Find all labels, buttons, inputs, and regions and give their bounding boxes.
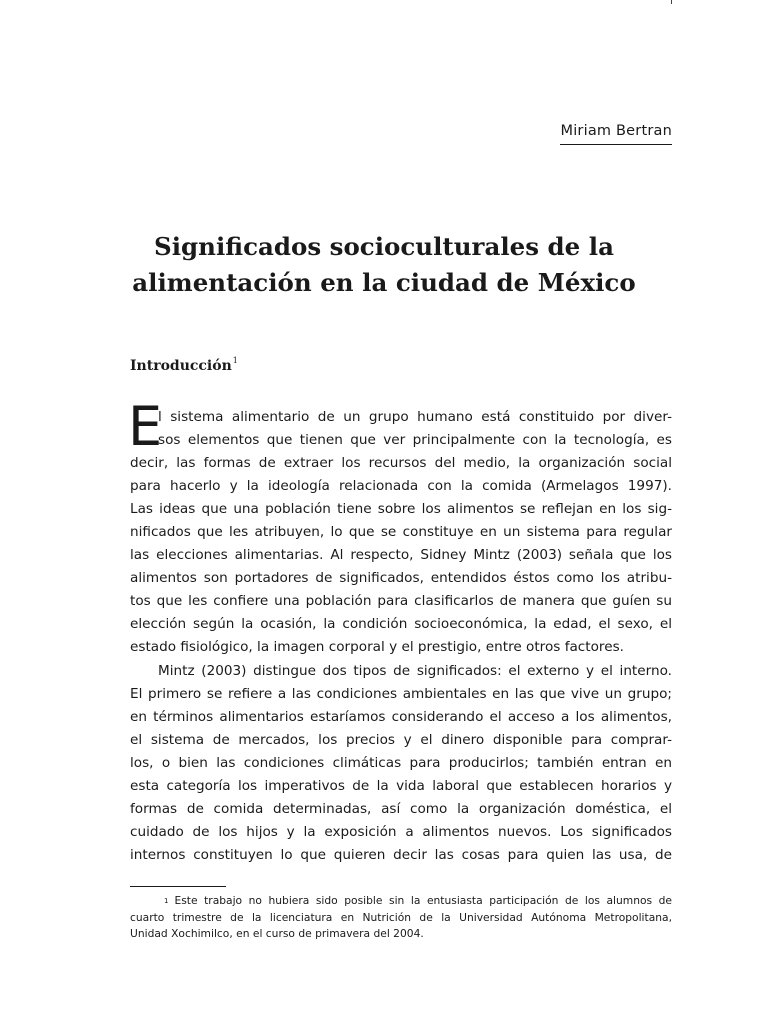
body-line: decir, las formas de extraer los recursos del medio, la organización social [130, 455, 672, 472]
body-line: esta categoría los imperativos de la vida laboral que establecen horarios y [130, 777, 672, 794]
body-line: formas de comida determinadas, así como la organización doméstica, el [130, 800, 672, 817]
footnote-text: Este trabajo no hubiera sido posible sin la entusiasta participación de los alumnos de [174, 894, 672, 907]
body-line: estado fisiológico, la imagen corporal y el prestigio, entre otros factores. [130, 639, 624, 656]
section-heading-text: Introducción [130, 358, 232, 374]
body-line: nificados que les atribuyen, lo que se constituye en un sistema para regular [130, 524, 672, 541]
author-name: Miriam Bertran [560, 123, 672, 145]
body-line: alimentos son portadores de significados, entendidos éstos como los atribu- [130, 570, 672, 587]
body-text [130, 406, 672, 867]
body-line: para hacerlo y la ideología relacionada con la comida (Armelagos 1997). [130, 478, 672, 495]
body-line: en términos alimentarios estaríamos considerando el acceso a los alimentos, [130, 708, 672, 725]
title-line: Significados socioculturales de la [154, 232, 614, 261]
body-line: tos que les confiere una población para clasificarlos de manera que guíen su [130, 593, 672, 610]
footnote-line: Unidad Xochimilco, en el curso de primavera del 2004. [130, 927, 424, 941]
running-header [560, 120, 672, 145]
body-line: las elecciones alimentarias. Al respecto, Sidney Mintz (2003) señala que los [130, 547, 672, 564]
footnote-rule [130, 886, 226, 887]
body-line: l sistema alimentario de un grupo humano está constituido por diver- [158, 409, 672, 425]
body-line: elección según la ocasión, la condición socioeconómica, la edad, el sexo, el [130, 616, 672, 633]
body-line: cuidado de los hijos y la exposición a alimentos nuevos. Los significados [130, 823, 672, 840]
body-line: los, o bien las condiciones climáticas para producirlos; también entran en [130, 754, 672, 771]
footnote [130, 893, 672, 943]
body-line: Mintz (2003) distingue dos tipos de significados: el externo y el interno. [158, 662, 672, 679]
page-edge-mark [671, 0, 672, 4]
article-title [100, 229, 668, 301]
footnote-marker: 1 [164, 897, 169, 905]
body-line: internos constituyen lo que quieren decir las cosas para quien las usa, de [130, 846, 672, 863]
footnote-ref: 1 [232, 356, 238, 365]
body-line: sos elementos que tienen que ver principalmente con la tecnología, es [158, 432, 672, 449]
body-line: el sistema de mercados, los precios y el dinero disponible para comprar- [130, 731, 672, 748]
section-heading [130, 358, 238, 374]
footnote-line [130, 893, 672, 910]
drop-cap: E [128, 395, 163, 458]
footnote-line: cuarto trimestre de la licenciatura en Nutrición de la Universidad Autónoma Metropolitana, [130, 910, 672, 924]
body-line: El primero se refiere a las condiciones ambientales en las que vive un grupo; [130, 685, 672, 702]
title-line: alimentación en la ciudad de México [132, 268, 636, 297]
body-line: Las ideas que una población tiene sobre los alimentos se reflejan en los sig- [130, 501, 672, 518]
